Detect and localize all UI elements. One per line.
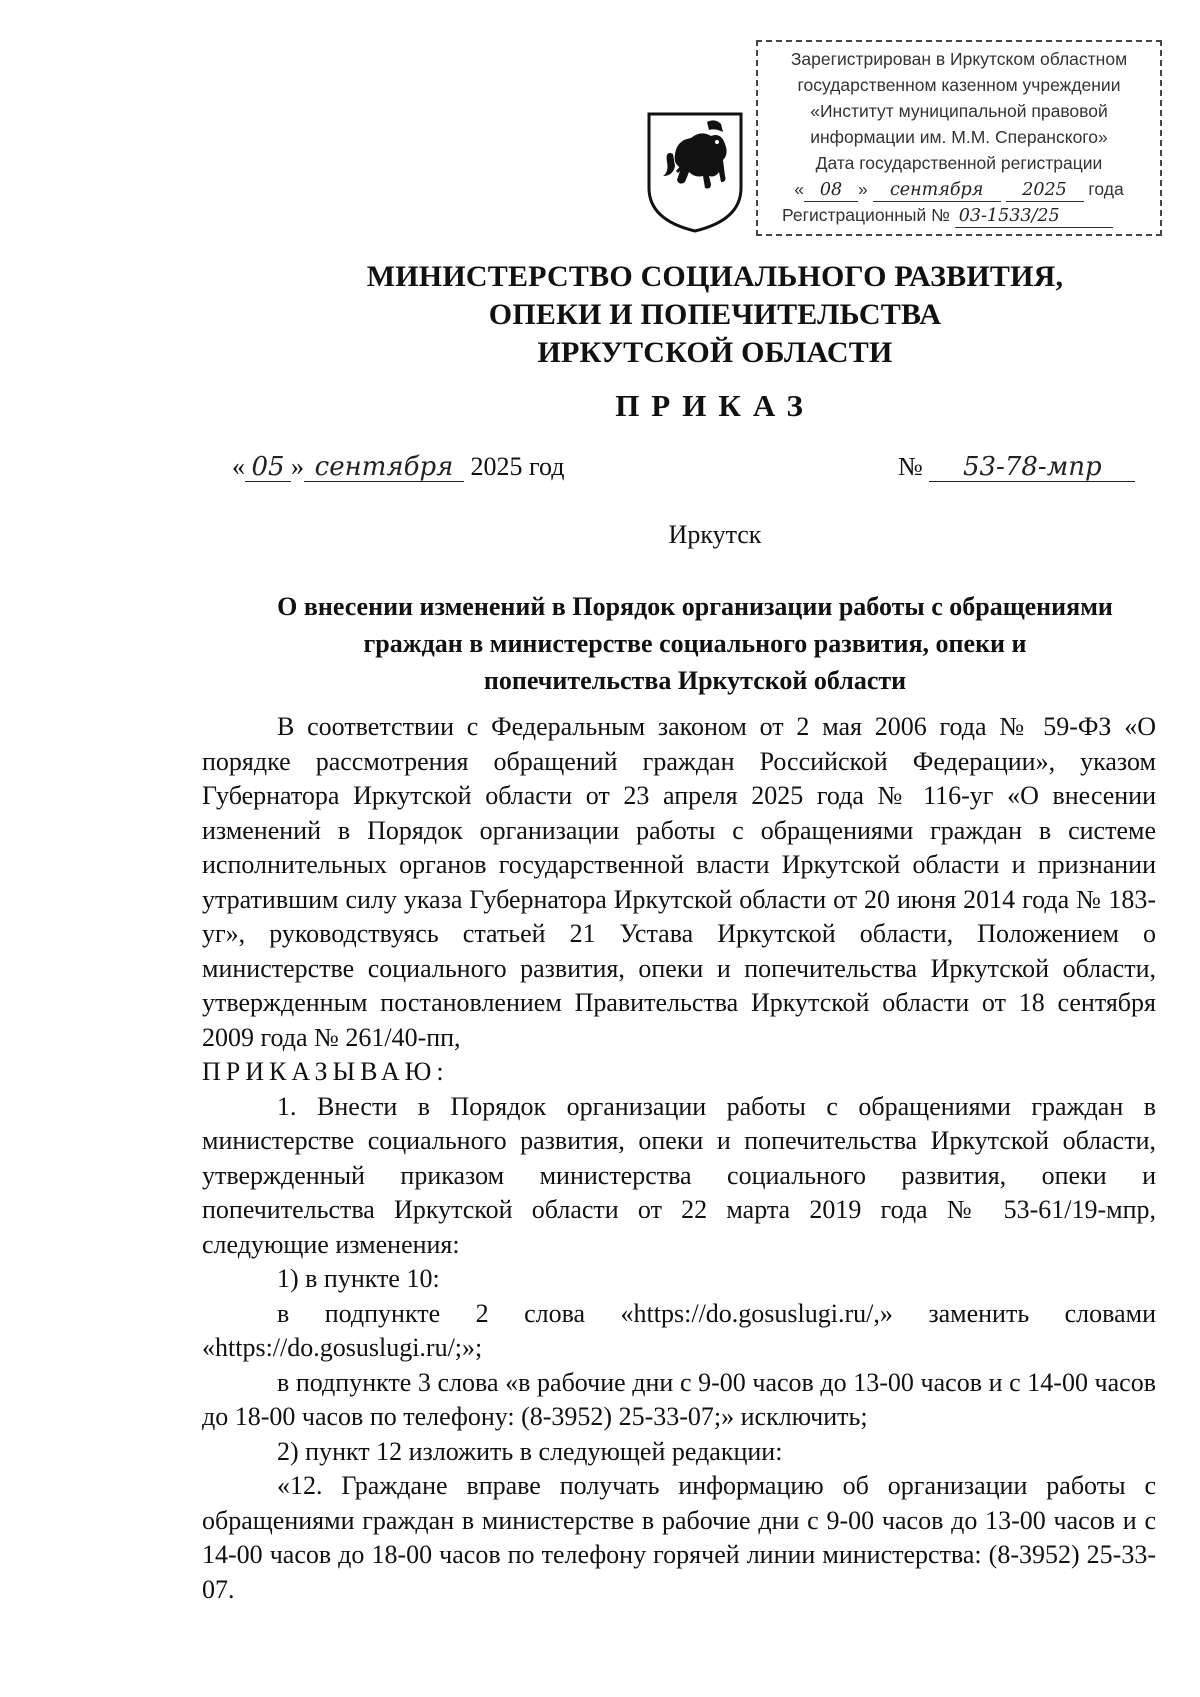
stamp-line-5: Дата государственной регистрации <box>815 153 1103 173</box>
stamp-line-2: государственном казенном учреждении <box>797 75 1121 95</box>
item-1-paragraph: 1. Внести в Порядок организации работы с обращениями граждан в министерстве социального развития, опеки и попечительства Иркутской области, утвержденный приказом министерства социального развития, опеки и попечительства Иркутской области от 22 марта 2019 года № 53-61/19-мпр, следующие изменения: <box>202 1091 1156 1259</box>
order-day: 05 <box>245 453 291 482</box>
stamp-date-suffix: года <box>1088 179 1124 199</box>
subitem-1-b: в подпункте 3 слова «в рабочие дни с 9-00 часов до 13-00 часов и с 14-00 часов до 18-00 часов по телефону: (8-3952) 25-33-07;» исключить; <box>202 1367 1156 1431</box>
stamp-line-4: информации им. М.М. Сперанского» <box>810 127 1108 147</box>
order-date <box>232 452 565 482</box>
order-number-value: 53-78-мпр <box>929 453 1135 482</box>
stamp-date-year: 2025 <box>1006 179 1084 202</box>
coat-of-arms-icon <box>645 110 745 234</box>
ministry-line-3: ИРКУТСКОЙ ОБЛАСТИ <box>537 336 893 369</box>
order-number-label: № <box>898 452 923 481</box>
order-number <box>898 452 1135 482</box>
stamp-reg-number: 03-1533/25 <box>955 205 1113 228</box>
order-word: ПРИКАЗЫВАЮ: <box>202 1057 449 1086</box>
title-line-3: попечительства Иркутской области <box>483 666 907 695</box>
registration-stamp <box>756 40 1162 236</box>
document-title <box>200 588 1190 699</box>
city: Иркутск <box>668 520 762 549</box>
stamp-line-3: «Институт муниципальной правовой <box>810 101 1108 121</box>
stamp-reg-line <box>764 202 1154 228</box>
stamp-date-line <box>764 176 1154 202</box>
stamp-date-day: 08 <box>804 179 858 202</box>
ministry-name <box>300 258 1130 372</box>
preamble-paragraph: В соответствии с Федеральным законом от 2 мая 2006 года № 59-ФЗ «О порядке рассмотрения обращений граждан Российской Федерации», указом Губернатора Иркутской области от 23 апреля 2025 года № 116-уг «О внесении изменений в Порядок организации работы с обращениями граждан в системе исполнительных органов государственной власти Иркутской области и признании утратившим силу указа Губернатора Иркутской области от 20 июня 2014 года № 183-уг», руководствуясь статьей 21 Устава Иркутской области, Положением о министерстве социального развития, опеки и попечительства Иркутской области, утвержденным постановлением Правительства Иркутской области от 18 сентября 2009 года № 261/40-пп, <box>202 712 1156 1052</box>
document-body <box>202 710 1156 1607</box>
ministry-line-1: МИНИСТЕРСТВО СОЦИАЛЬНОГО РАЗВИТИЯ, <box>366 260 1064 293</box>
stamp-reg-label: Регистрационный № <box>782 205 950 225</box>
title-line-2: граждан в министерстве социального развития, опеки и <box>363 629 1027 658</box>
order-year: 2025 год <box>470 452 565 481</box>
order-month: сентября <box>304 453 464 482</box>
order-title: ПРИКАЗ <box>615 388 815 423</box>
stamp-date-mid: » <box>858 179 868 199</box>
stamp-line-1: Зарегистрирован в Иркутском областном <box>790 49 1128 69</box>
subitem-1-a: в подпункте 2 слова «https://do.gosuslugi.ru/,» заменить словами «https://do.gosuslugi.ru/;»; <box>202 1298 1156 1362</box>
ministry-line-2: ОПЕКИ И ПОПЕЧИТЕЛЬСТВА <box>488 298 942 331</box>
order-date-open: « <box>232 452 245 481</box>
subitem-2-text: «12. Граждане вправе получать информацию об организации работы с обращениями граждан в министерстве в рабочие дни с 9-00 часов до 13-00 часов и с 14-00 часов до 18-00 часов по телефону горячей линии министерства: (8-3952) 25-33-07. <box>202 1471 1156 1604</box>
stamp-date-month: сентября <box>873 179 1001 202</box>
subitem-1: 1) в пункте 10: <box>277 1264 440 1293</box>
subitem-2: 2) пункт 12 изложить в следующей редакции: <box>277 1436 783 1466</box>
order-date-mid: » <box>291 452 304 481</box>
stamp-date-open: « <box>794 179 805 199</box>
title-line-1: О внесении изменений в Порядок организации работы с обращениями <box>277 592 1113 621</box>
